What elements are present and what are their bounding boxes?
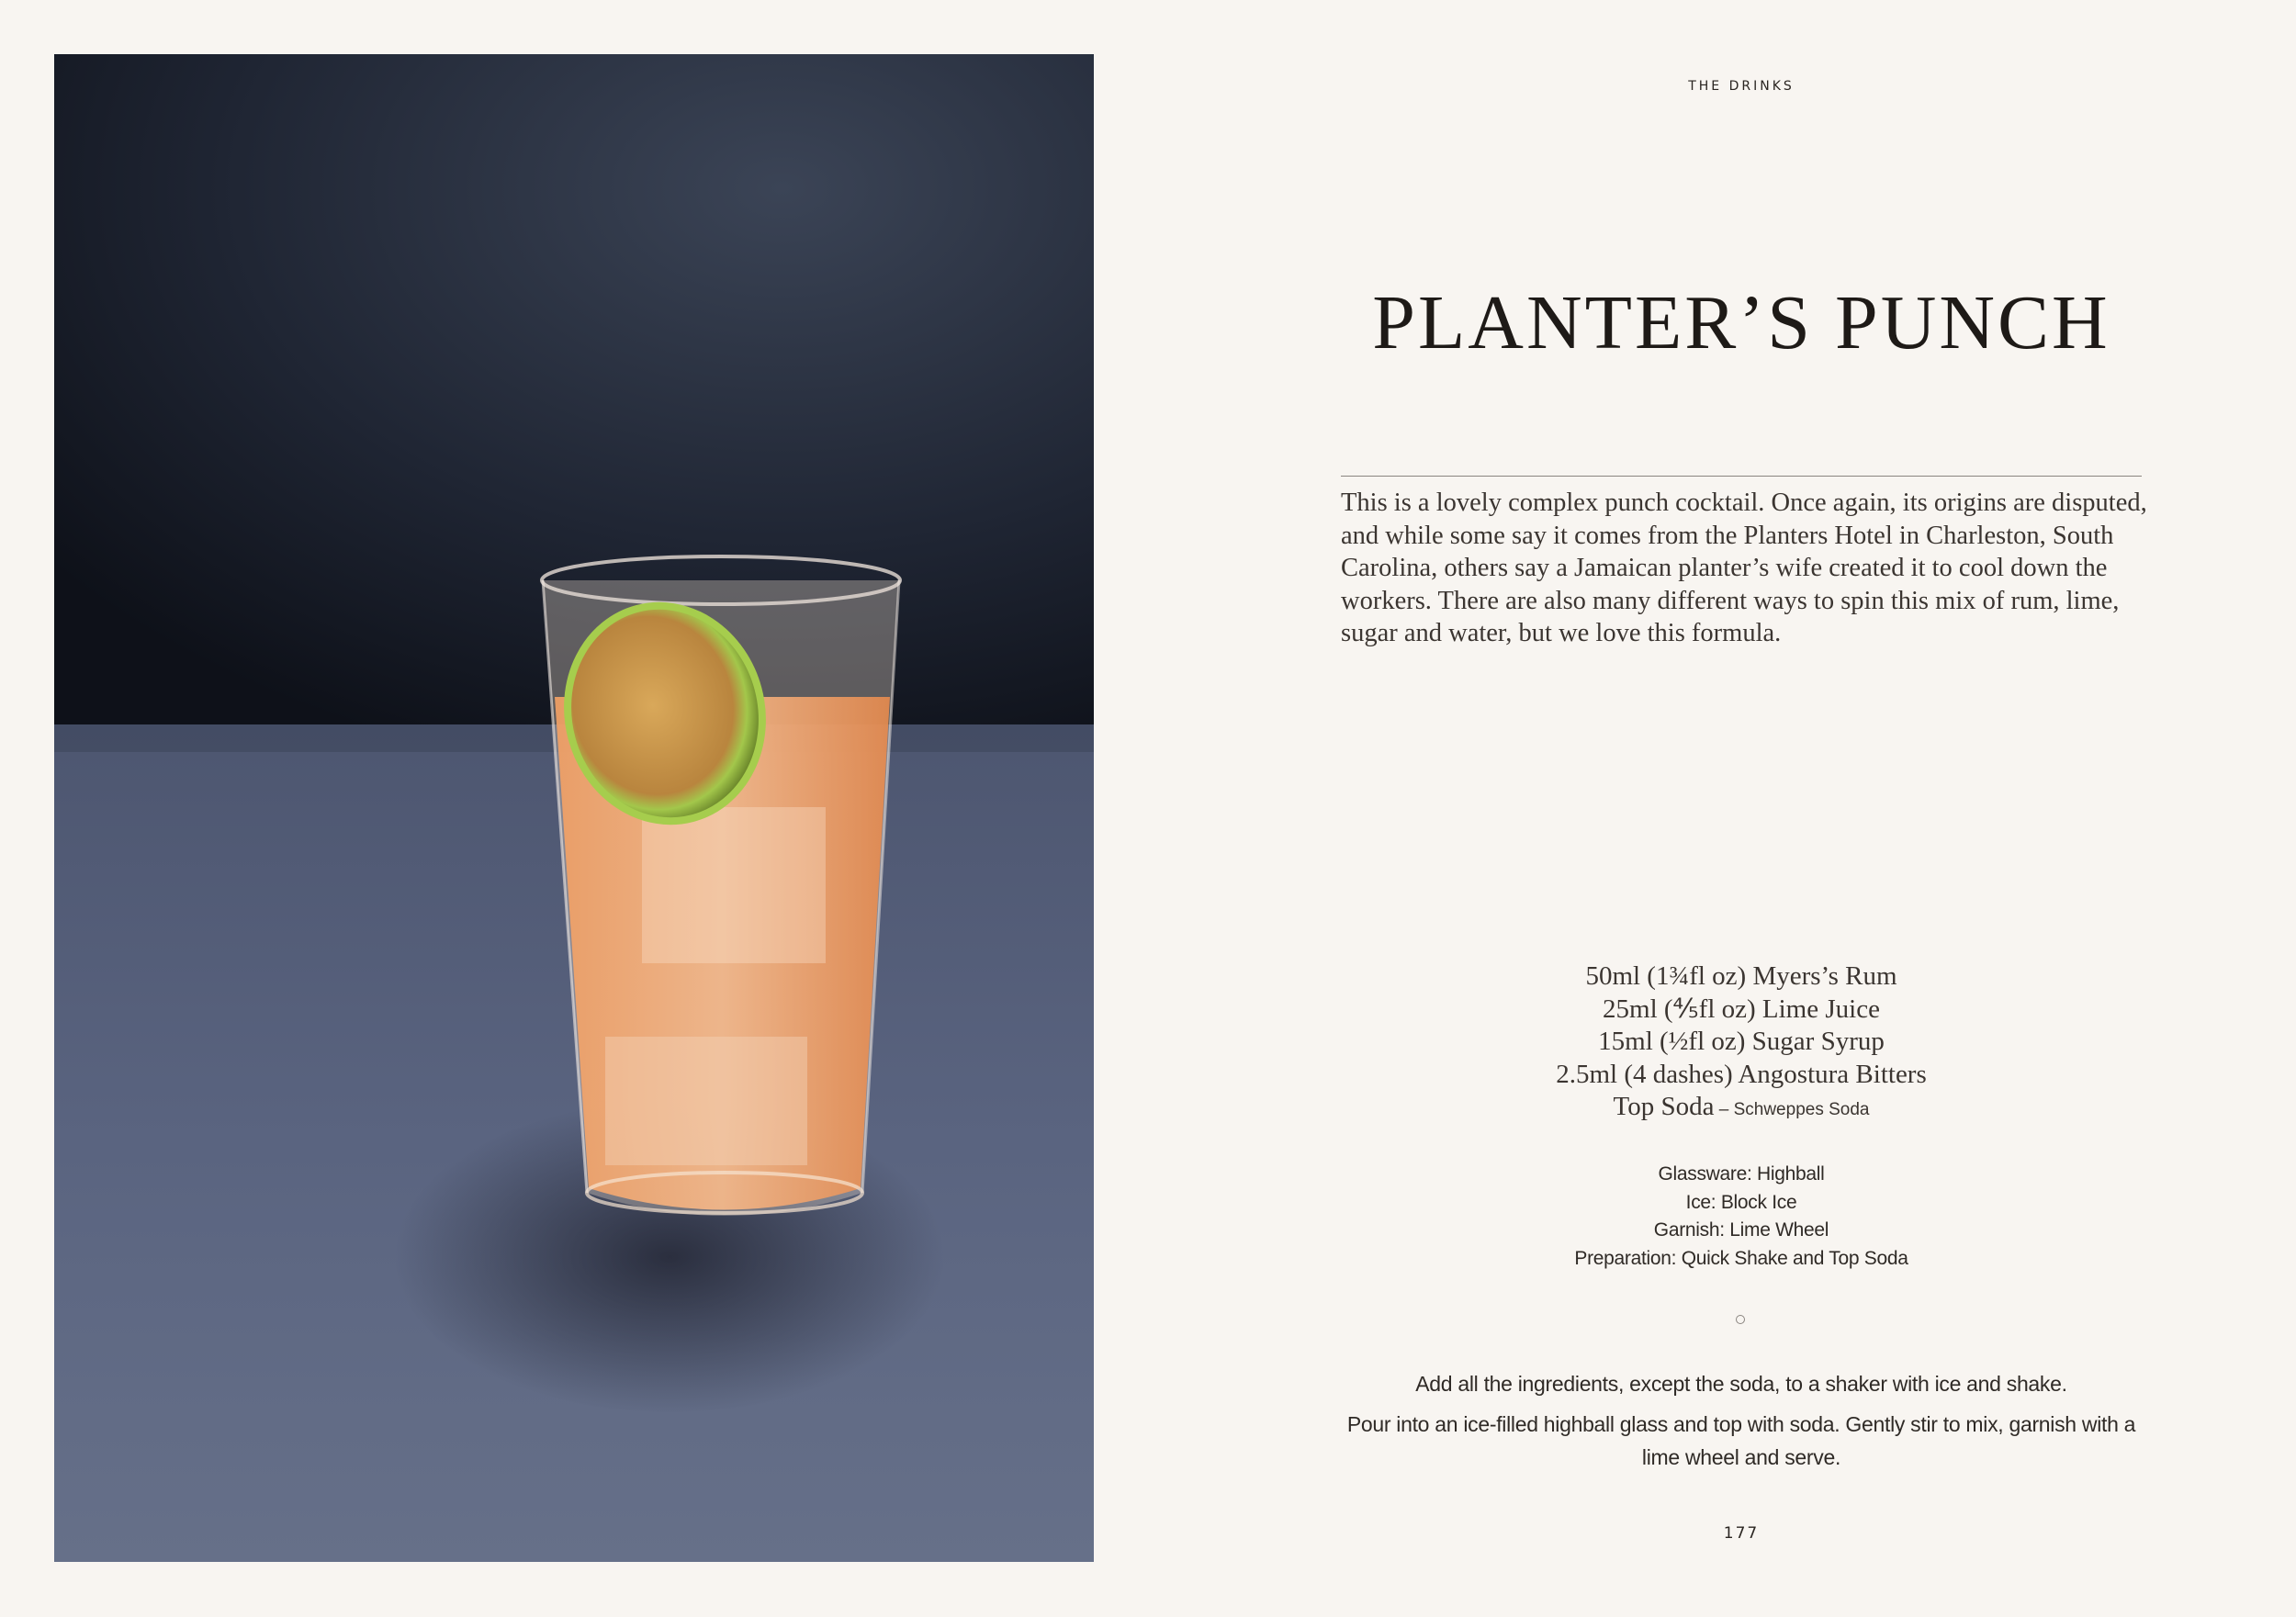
- ingredient-line: [1341, 1059, 2142, 1092]
- ingredients-list: [1341, 960, 2142, 1127]
- spec-preparation: Preparation: Quick Shake and Top Soda: [1574, 1247, 1908, 1269]
- ingredient-text: Top Soda: [1613, 1092, 1715, 1121]
- serving-specs: [1341, 1161, 2142, 1273]
- ingredient-text: 2.5ml (4 dashes) Angostura Bitters: [1556, 1059, 1927, 1089]
- cocktail-illustration: [54, 54, 1094, 1562]
- recipe-intro: This is a lovely complex punch cocktail. Once again, its origins are disputed, and while some say it comes from the Planters Hotel in Charleston, South Carolina, others say a Jamaican planter’s wife created it to cool down the workers. There are also many different ways to spin this mix of rum, lime, sugar and water, but we love this formula.: [1341, 488, 2147, 647]
- ingredient-line: [1341, 994, 2142, 1027]
- spec-glassware: Glassware: Highball: [1658, 1163, 1825, 1185]
- title-rule: [1341, 476, 2142, 477]
- ingredient-text: 15ml (½fl oz) Sugar Syrup: [1598, 1027, 1885, 1056]
- method-step: Add all the ingredients, except the soda, to a shaker with ice and shake.: [1415, 1372, 2067, 1396]
- ingredient-text: 25ml (⅘fl oz) Lime Juice: [1603, 994, 1880, 1024]
- page-number: 177: [1723, 1524, 1760, 1543]
- cocktail-photo: [54, 54, 1094, 1562]
- ingredient-line: [1341, 1026, 2142, 1059]
- section-divider-dot: [1736, 1315, 1745, 1324]
- ingredient-line: [1341, 1091, 2142, 1127]
- ingredient-line: [1341, 960, 2142, 994]
- spec-garnish: Garnish: Lime Wheel: [1653, 1219, 1829, 1241]
- method: [1341, 1366, 2142, 1474]
- ingredient-note: – Schweppes Soda: [1714, 1100, 1870, 1119]
- ingredient-text: 50ml (1¾fl oz) Myers’s Rum: [1585, 961, 1897, 991]
- spec-ice: Ice: Block Ice: [1685, 1191, 1797, 1213]
- recipe-title: PLANTER’S PUNCH: [1372, 280, 2110, 365]
- method-step: Pour into an ice-filled highball glass and top with soda. Gently stir to mix, garnish with a lime wheel and serve.: [1346, 1412, 2136, 1469]
- running-head: THE DRINKS: [1688, 79, 1795, 94]
